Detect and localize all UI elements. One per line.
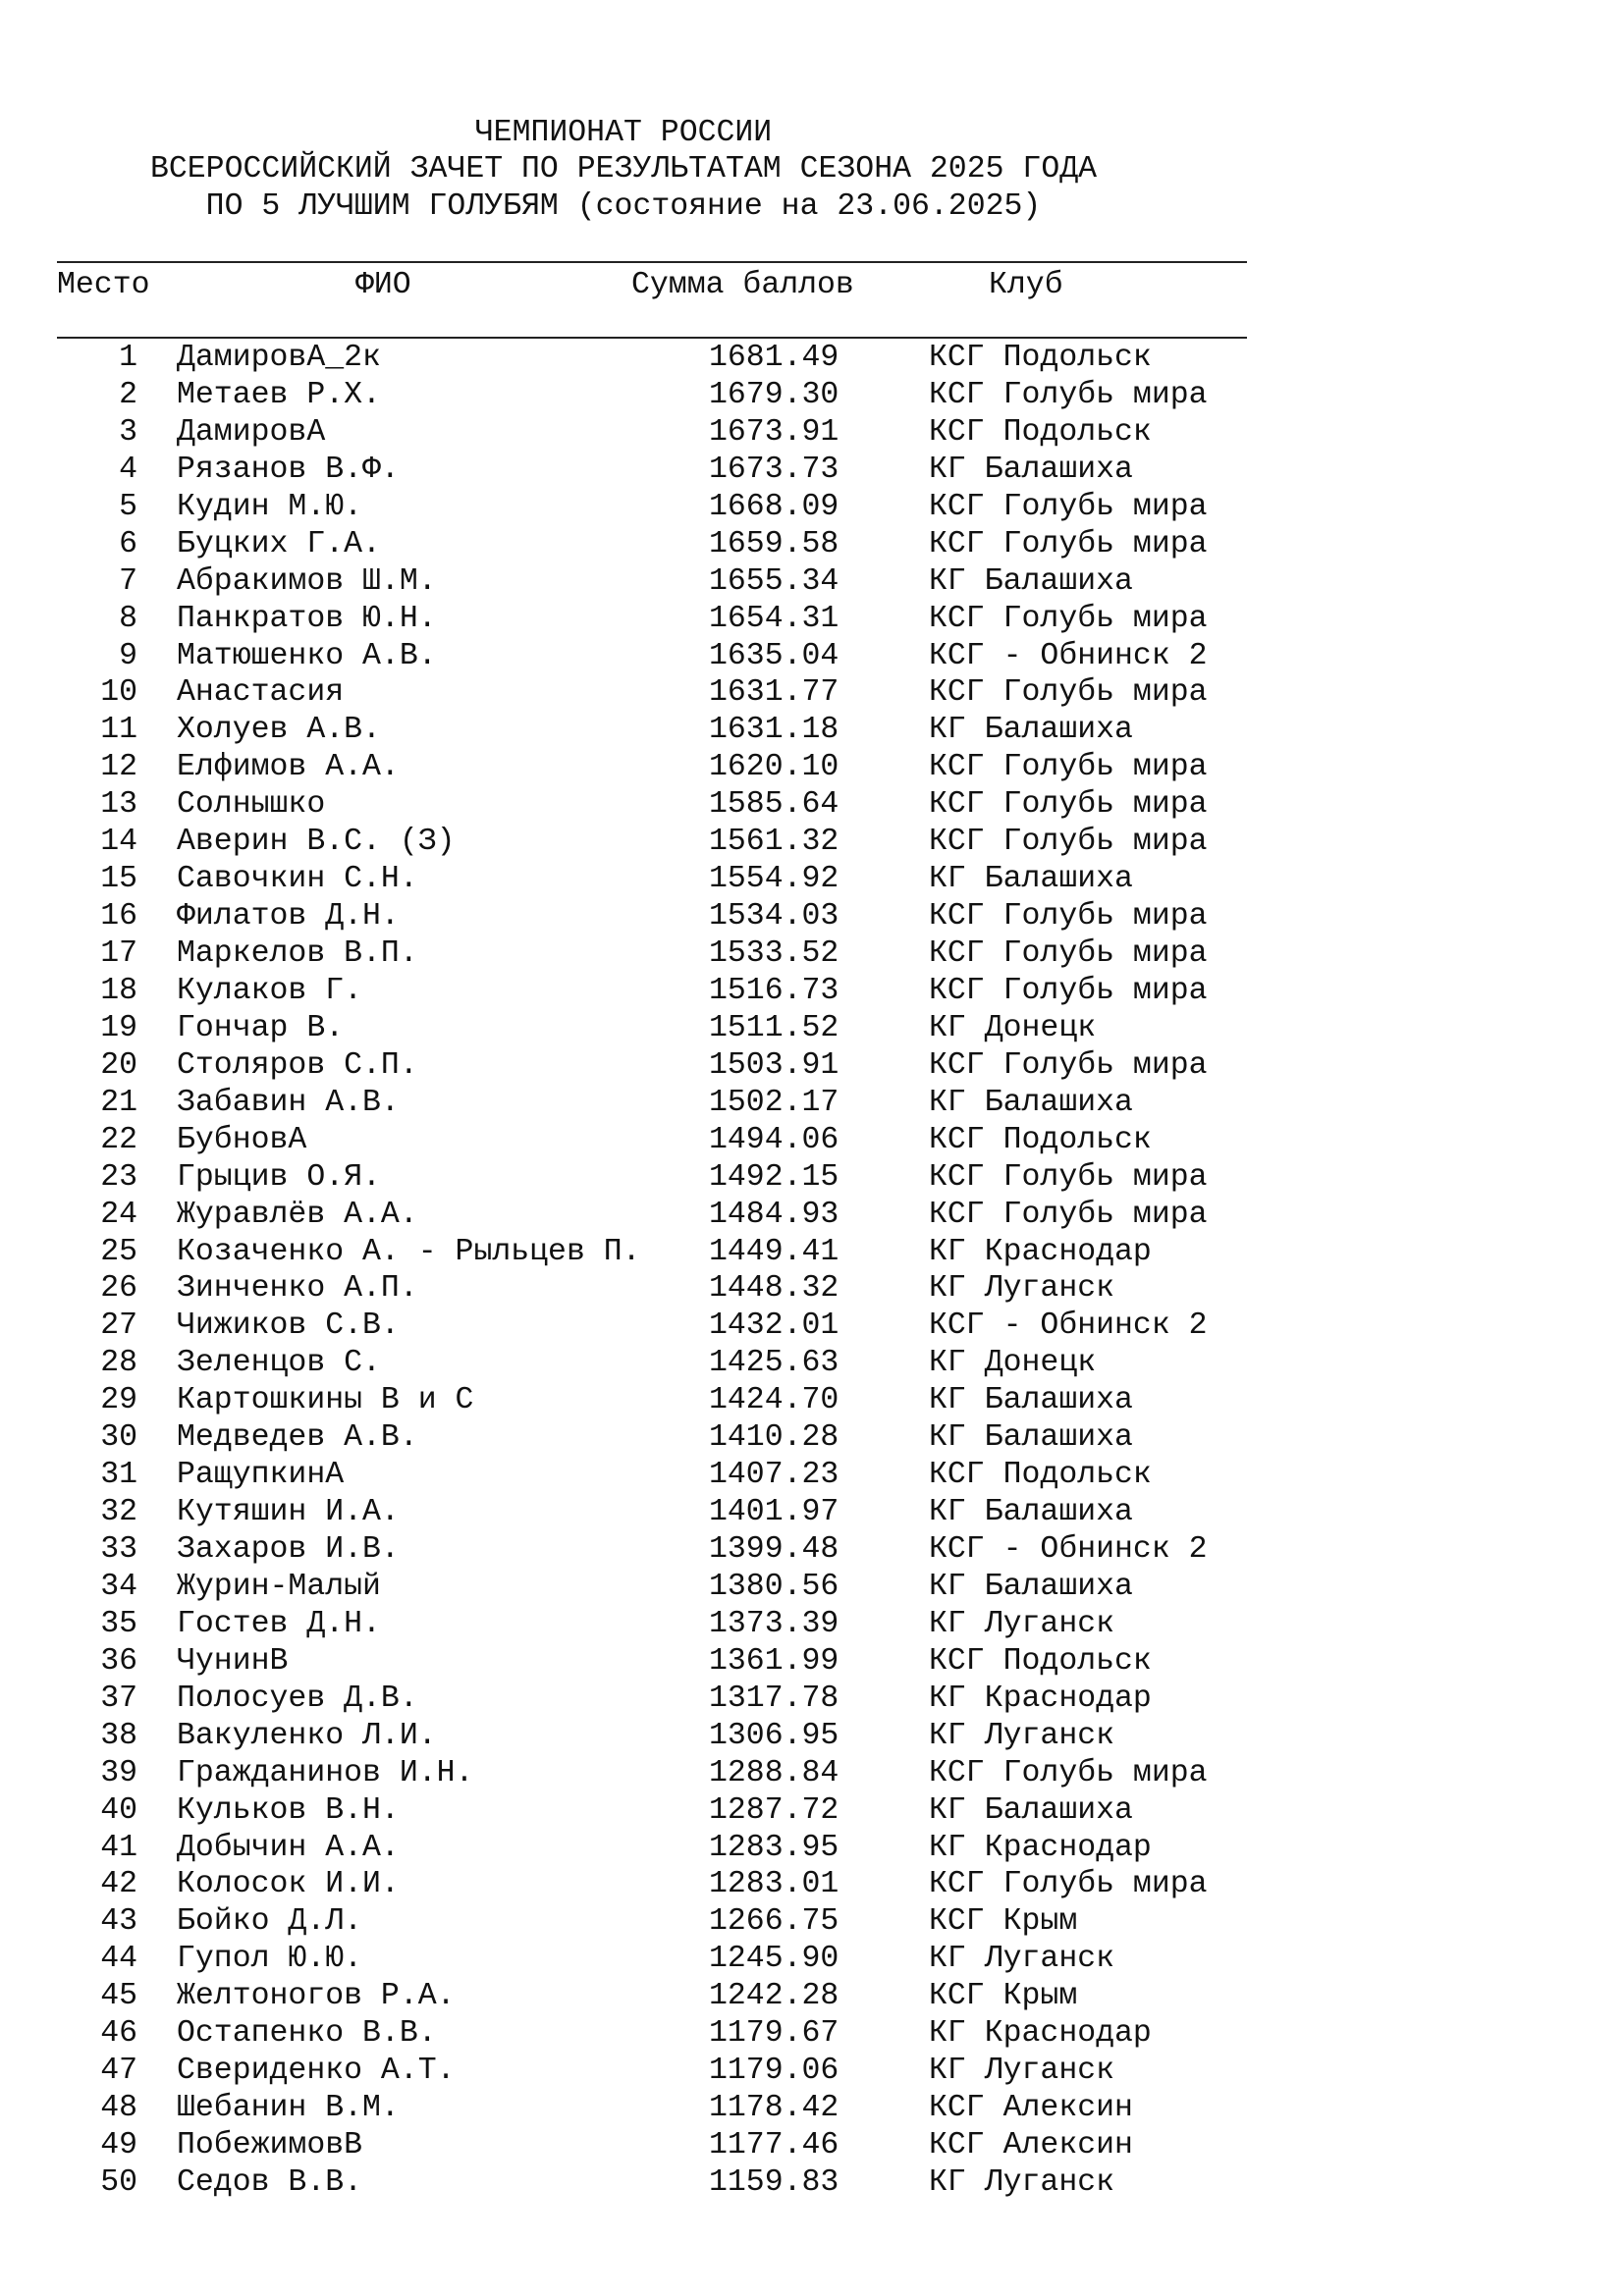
row-place: 28 [100,1346,137,1381]
document-title: ЧЕМПИОНАТ РОССИИ [474,116,773,150]
row-club: КГ Луганск [929,2054,1115,2089]
row-score: 1159.83 [709,2164,839,2200]
table-row [0,1569,1276,1606]
row-name: Буцких Г.А. [177,526,381,561]
row-score: 1266.75 [709,1904,839,1940]
row-club: КГ Балашиха [929,1569,1133,1604]
row-club: КСГ Голубь мира [929,1159,1208,1195]
row-place: 6 [119,526,137,561]
row-club: КСГ Подольск [929,1643,1152,1679]
row-name: Кутяшин И.А. [177,1495,400,1530]
row-place: 31 [100,1458,137,1493]
row-score: 1179.67 [709,2016,839,2052]
row-place: 45 [100,1979,137,2014]
row-score: 1673.73 [709,452,839,487]
table-row [0,1606,1276,1643]
row-club: КГ Балашиха [929,452,1133,487]
row-club: КСГ Крым [929,1979,1078,2014]
row-name: Рязанов В.Ф. [177,452,400,487]
row-name: РащупкинА [177,1458,345,1493]
table-row [0,1681,1276,1718]
row-place: 49 [100,2128,137,2163]
row-score: 1177.46 [709,2128,839,2163]
row-name: Свериденко А.Т. [177,2054,456,2089]
row-score: 1554.92 [709,862,839,897]
row-club: КГ Краснодар [929,1681,1152,1716]
row-name: Абракимов Ш.М. [177,563,437,599]
table-row [0,489,1276,526]
row-club: КГ Донецк [929,1346,1097,1381]
row-place: 20 [100,1047,137,1083]
row-score: 1631.77 [709,675,839,711]
document-subtitle: ВСЕРОССИЙСКИЙ ЗАЧЕТ ПО РЕЗУЛЬТАТАМ СЕЗОНА 2025 ГОДА [149,152,1098,187]
row-name: Кульков В.Н. [177,1792,400,1828]
document-subtitle-date: ПО 5 ЛУЧШИМ ГОЛУБЯМ (состояние на 23.06.2025) [205,189,1042,224]
table-row [0,1197,1276,1234]
row-club: КГ Донецк [929,1010,1097,1045]
row-place: 47 [100,2054,137,2089]
row-name: Зинченко А.П. [177,1271,418,1307]
row-score: 1448.32 [709,1271,839,1307]
row-place: 3 [119,414,137,450]
row-place: 27 [100,1308,137,1344]
row-club: КСГ Подольск [929,1122,1152,1157]
row-place: 26 [100,1271,137,1307]
row-place: 25 [100,1234,137,1269]
row-name: ДамировА [177,414,326,450]
row-score: 1533.52 [709,936,839,971]
row-name: Колосок И.И. [177,1867,400,1902]
row-name: ПобежимовВ [177,2128,363,2163]
table-row [0,1866,1276,1903]
table-row [0,526,1276,563]
column-header-place: Место [57,268,150,302]
row-score: 1245.90 [709,1942,839,1977]
row-name: Солнышко [177,787,326,823]
row-place: 15 [100,862,137,897]
row-name: Елфимов А.А. [177,750,400,785]
row-name: ЧунинВ [177,1643,289,1679]
row-score: 1492.15 [709,1159,839,1195]
row-name: БубновА [177,1122,307,1157]
row-club: КСГ Голубь мира [929,1755,1208,1790]
row-score: 1449.41 [709,1234,839,1269]
table-row [0,1941,1276,1978]
row-score: 1679.30 [709,377,839,412]
row-place: 36 [100,1643,137,1679]
row-name: Чижиков С.В. [177,1308,400,1344]
row-name: Журин-Малый [177,1569,381,1604]
row-club: КСГ - Обнинск 2 [929,638,1208,673]
row-name: Маркелов В.П. [177,936,418,971]
row-club: КСГ Крым [929,1904,1078,1940]
row-name: Остапенко В.В. [177,2016,437,2052]
row-club: КСГ Голубь мира [929,787,1208,823]
row-score: 1673.91 [709,414,839,450]
row-name: Полосуев Д.В. [177,1681,418,1716]
row-club: КГ Балашиха [929,1792,1133,1828]
row-club: КГ Балашиха [929,1420,1133,1456]
row-name: Медведев А.В. [177,1420,418,1456]
header-top-rule [57,261,1247,263]
row-score: 1432.01 [709,1308,839,1344]
row-score: 1287.72 [709,1792,839,1828]
row-name: Кулаков Г. [177,973,363,1008]
row-club: КГ Луганск [929,2164,1115,2200]
row-place: 48 [100,2091,137,2126]
row-place: 43 [100,1904,137,1940]
row-club: КСГ Голубь мира [929,1047,1208,1083]
row-club: КСГ Подольск [929,341,1152,375]
row-club: КСГ Голубь мира [929,825,1208,860]
row-place: 30 [100,1420,137,1456]
row-club: КГ Луганск [929,1606,1115,1641]
row-place: 39 [100,1755,137,1790]
row-name: Картошкины В и С [177,1383,474,1418]
table-row [0,601,1276,638]
row-club: КГ Балашиха [929,862,1133,897]
table-row [0,2164,1276,2202]
row-club: КГ Луганск [929,1942,1115,1977]
row-place: 23 [100,1159,137,1195]
row-score: 1654.31 [709,601,839,636]
row-score: 1424.70 [709,1383,839,1418]
table-row [0,674,1276,712]
row-club: КГ Балашиха [929,1495,1133,1530]
row-score: 1659.58 [709,526,839,561]
row-place: 34 [100,1569,137,1604]
row-place: 44 [100,1942,137,1977]
row-name: Бойко Д.Л. [177,1904,363,1940]
row-score: 1425.63 [709,1346,839,1381]
row-place: 11 [100,713,137,748]
row-score: 1516.73 [709,973,839,1008]
row-club: КГ Краснодар [929,2016,1152,2052]
row-score: 1681.49 [709,341,839,375]
row-club: КГ Луганск [929,1718,1115,1753]
table-row [0,786,1276,824]
table-row [0,2015,1276,2053]
row-score: 1242.28 [709,1979,839,2014]
row-score: 1484.93 [709,1197,839,1232]
row-place: 32 [100,1495,137,1530]
row-name: ДамировА_2к [177,341,381,375]
row-name: Желтоногов Р.А. [177,1979,456,2014]
table-row [0,1047,1276,1085]
row-score: 1511.52 [709,1010,839,1045]
table-row [0,2053,1276,2090]
table-row [0,414,1276,452]
row-score: 1668.09 [709,489,839,524]
row-name: Матюшенко А.В. [177,638,437,673]
row-score: 1317.78 [709,1681,839,1716]
row-score: 1373.39 [709,1606,839,1641]
row-name: Грыцив О.Я. [177,1159,381,1195]
row-score: 1407.23 [709,1458,839,1493]
row-place: 4 [119,452,137,487]
table-row [0,1755,1276,1792]
table-row [0,1345,1276,1382]
row-name: Анастасия [177,675,345,711]
table-row [0,1494,1276,1531]
row-club: КСГ Голубь мира [929,675,1208,711]
row-club: КГ Балашиха [929,713,1133,748]
row-club: КСГ Алексин [929,2091,1133,2126]
row-place: 50 [100,2164,137,2200]
row-club: КСГ Алексин [929,2128,1133,2163]
row-name: Журавлёв А.А. [177,1197,418,1232]
row-score: 1635.04 [709,638,839,673]
row-club: КСГ Подольск [929,414,1152,450]
row-score: 1380.56 [709,1569,839,1604]
table-row [0,452,1276,489]
row-name: Козаченко А. - Рыльцев П. [177,1234,641,1269]
table-row [0,1419,1276,1457]
row-club: КСГ - Обнинск 2 [929,1532,1208,1567]
table-row [0,1792,1276,1830]
row-place: 16 [100,899,137,934]
row-club: КСГ Подольск [929,1458,1152,1493]
row-name: Столяров С.П. [177,1047,418,1083]
row-score: 1306.95 [709,1718,839,1753]
table-row [0,973,1276,1010]
table-row [0,1531,1276,1569]
row-club: КСГ Голубь мира [929,601,1208,636]
row-place: 9 [119,638,137,673]
table-row [0,749,1276,786]
row-place: 17 [100,936,137,971]
row-club: КГ Балашиха [929,1085,1133,1120]
row-place: 10 [100,675,137,711]
row-name: Метаев Р.Х. [177,377,381,412]
row-place: 13 [100,787,137,823]
row-score: 1179.06 [709,2054,839,2089]
row-club: КСГ Голубь мира [929,936,1208,971]
row-place: 37 [100,1681,137,1716]
row-place: 18 [100,973,137,1008]
column-header-score: Сумма баллов [631,268,854,302]
row-score: 1399.48 [709,1532,839,1567]
table-row [0,1903,1276,1941]
row-name: Аверин В.С. (З) [177,825,456,860]
table-row [0,2127,1276,2164]
row-score: 1361.99 [709,1643,839,1679]
table-row [0,1457,1276,1494]
row-club: КСГ Голубь мира [929,526,1208,561]
row-place: 41 [100,1830,137,1865]
row-club: КСГ Голубь мира [929,750,1208,785]
row-place: 35 [100,1606,137,1641]
table-row [0,1643,1276,1681]
table-row [0,1382,1276,1419]
row-place: 5 [119,489,137,524]
row-score: 1631.18 [709,713,839,748]
table-row [0,377,1276,414]
table-row [0,824,1276,861]
row-score: 1585.64 [709,787,839,823]
row-name: Панкратов Ю.Н. [177,601,437,636]
table-row [0,712,1276,749]
row-name: Гостев Д.Н. [177,1606,381,1641]
row-club: КГ Краснодар [929,1830,1152,1865]
row-name: Кудин М.Ю. [177,489,363,524]
row-club: КСГ Голубь мира [929,899,1208,934]
row-place: 21 [100,1085,137,1120]
row-place: 14 [100,825,137,860]
row-score: 1620.10 [709,750,839,785]
row-name: Седов В.В. [177,2164,363,2200]
row-score: 1561.32 [709,825,839,860]
row-club: КСГ Голубь мира [929,1867,1208,1902]
row-name: Гражданинов И.Н. [177,1755,474,1790]
table-row [0,1159,1276,1197]
column-header-name: ФИО [355,268,411,302]
row-club: КГ Балашиха [929,1383,1133,1418]
header-bottom-rule [57,337,1247,339]
row-score: 1178.42 [709,2091,839,2126]
row-place: 1 [119,341,137,375]
row-place: 12 [100,750,137,785]
table-row [0,1122,1276,1159]
row-name: Забавин А.В. [177,1085,400,1120]
table-row [0,1010,1276,1047]
row-score: 1410.28 [709,1420,839,1456]
row-place: 24 [100,1197,137,1232]
row-score: 1503.91 [709,1047,839,1083]
row-place: 2 [119,377,137,412]
row-name: Захаров И.В. [177,1532,400,1567]
table-row [0,1308,1276,1345]
row-name: Зеленцов С. [177,1346,381,1381]
row-club: КГ Краснодар [929,1234,1152,1269]
row-score: 1655.34 [709,563,839,599]
row-place: 40 [100,1792,137,1828]
row-name: Вакуленко Л.И. [177,1718,437,1753]
row-club: КСГ Голубь мира [929,1197,1208,1232]
row-place: 38 [100,1718,137,1753]
table-row [0,1085,1276,1122]
row-score: 1502.17 [709,1085,839,1120]
table-row [0,1234,1276,1271]
row-score: 1283.01 [709,1867,839,1902]
table-row [0,1978,1276,2015]
row-club: КСГ Голубь мира [929,377,1208,412]
table-row [0,1270,1276,1308]
row-score: 1534.03 [709,899,839,934]
row-name: Холуев А.В. [177,713,381,748]
row-club: КГ Балашиха [929,563,1133,599]
row-score: 1401.97 [709,1495,839,1530]
table-row [0,898,1276,935]
table-row [0,563,1276,601]
row-club: КСГ Голубь мира [929,489,1208,524]
row-name: Гупол Ю.Ю. [177,1942,363,1977]
row-place: 33 [100,1532,137,1567]
row-place: 19 [100,1010,137,1045]
row-name: Савочкин С.Н. [177,862,418,897]
table-row [0,340,1276,377]
table-row [0,935,1276,973]
row-name: Добычин А.А. [177,1830,400,1865]
table-row [0,1830,1276,1867]
row-place: 29 [100,1383,137,1418]
row-name: Шебанин В.М. [177,2091,400,2126]
results-table [0,340,1276,2202]
table-row [0,638,1276,675]
row-name: Филатов Д.Н. [177,899,400,934]
table-row [0,2090,1276,2127]
row-score: 1494.06 [709,1122,839,1157]
row-place: 46 [100,2016,137,2052]
row-place: 7 [119,563,137,599]
row-place: 8 [119,601,137,636]
row-club: КГ Луганск [929,1271,1115,1307]
row-place: 42 [100,1867,137,1902]
row-name: Гончар В. [177,1010,345,1045]
table-row [0,861,1276,898]
row-score: 1288.84 [709,1755,839,1790]
row-score: 1283.95 [709,1830,839,1865]
row-club: КСГ - Обнинск 2 [929,1308,1208,1344]
row-place: 22 [100,1122,137,1157]
row-club: КСГ Голубь мира [929,973,1208,1008]
column-header-club: Клуб [989,268,1063,302]
table-row [0,1718,1276,1755]
